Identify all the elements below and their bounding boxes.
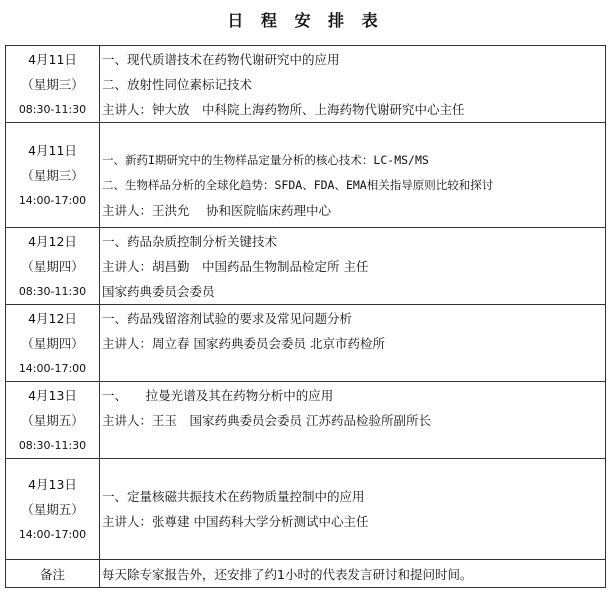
table-row (6, 228, 606, 305)
table-row (6, 560, 606, 588)
session-date: 4月12日 (28, 233, 77, 249)
session-topic: 二、生物样品分析的全球化趋势：SFDA、FDA、EMA相关指导原则比较和探讨 (102, 177, 494, 192)
session-datetime-cell (6, 123, 100, 228)
session-datetime-cell (6, 228, 100, 305)
session-date: 4月13日 (28, 476, 77, 492)
session-weekday: （星期五） (21, 412, 84, 428)
session-topic: 一、新药I期研究中的生物样品定量分析的核心技术：LC-MS/MS (102, 152, 429, 167)
note-label: 备注 (6, 560, 100, 588)
session-content-cell (100, 123, 606, 228)
session-date: 4月13日 (28, 387, 77, 403)
table-row (6, 459, 606, 560)
session-datetime-cell (6, 459, 100, 560)
session-content-cell (100, 382, 606, 459)
session-speaker: 主讲人：王玉 国家药典委员会委员 江苏药品检验所副所长 (102, 413, 431, 428)
session-speaker-role: 国家药典委员会委员 (102, 283, 215, 299)
session-content-cell (100, 459, 606, 560)
session-time: 08:30-11:30 (18, 284, 87, 298)
session-datetime-cell (6, 46, 100, 123)
session-time: 08:30-11:30 (18, 102, 87, 116)
session-time: 14:00-17:00 (18, 527, 87, 541)
session-date: 4月12日 (28, 310, 77, 326)
session-content-cell (100, 305, 606, 382)
session-speaker: 主讲人：胡昌勤 中国药品生物制品检定所 主任 (102, 258, 369, 274)
session-topic: 一、 拉曼光谱及其在药物分析中的应用 (102, 388, 334, 403)
session-topic: 一、定量核磁共振技术在药物质量控制中的应用 (102, 489, 365, 504)
table-row (6, 123, 606, 228)
session-speaker: 主讲人：王洪允 协和医院临床药理中心 (102, 202, 331, 218)
schedule-table (5, 45, 606, 588)
session-time: 14:00-17:00 (18, 361, 87, 375)
session-speaker: 主讲人：张尊建 中国药科大学分析测试中心主任 (102, 514, 369, 529)
session-time: 08:30-11:30 (18, 438, 87, 452)
session-topic: 一、药品残留溶剂试验的要求及常见问题分析 (102, 311, 353, 326)
session-content-cell (100, 228, 606, 305)
table-row (6, 305, 606, 382)
session-date: 4月11日 (28, 51, 77, 67)
session-content-cell (100, 46, 606, 123)
table-row (6, 382, 606, 459)
session-datetime-cell (6, 305, 100, 382)
session-topic: 二、放射性同位素标记技术 (102, 76, 253, 92)
session-date: 4月11日 (28, 142, 77, 158)
note-text: 每天除专家报告外，还安排了约1小时的代表发言研讨和提问时间。 (100, 560, 606, 588)
session-time: 14:00-17:00 (18, 193, 87, 207)
session-weekday: （星期四） (21, 258, 84, 274)
session-speaker: 主讲人：钟大放 中科院上海药物所、上海药物代谢研究中心主任 (102, 101, 465, 117)
session-weekday: （星期三） (21, 167, 84, 183)
session-weekday: （星期三） (21, 76, 84, 92)
session-topic: 一、现代质谱技术在药物代谢研究中的应用 (102, 51, 340, 67)
table-row (6, 46, 606, 123)
page-title: 日 程 安 排 表 (227, 11, 384, 30)
session-datetime-cell (6, 382, 100, 459)
session-weekday: （星期五） (21, 501, 84, 517)
session-topic: 一、药品杂质控制分析关键技术 (102, 233, 278, 249)
session-speaker: 主讲人：周立春 国家药典委员会委员 北京市药检所 (102, 336, 385, 351)
session-weekday: （星期四） (21, 335, 84, 351)
